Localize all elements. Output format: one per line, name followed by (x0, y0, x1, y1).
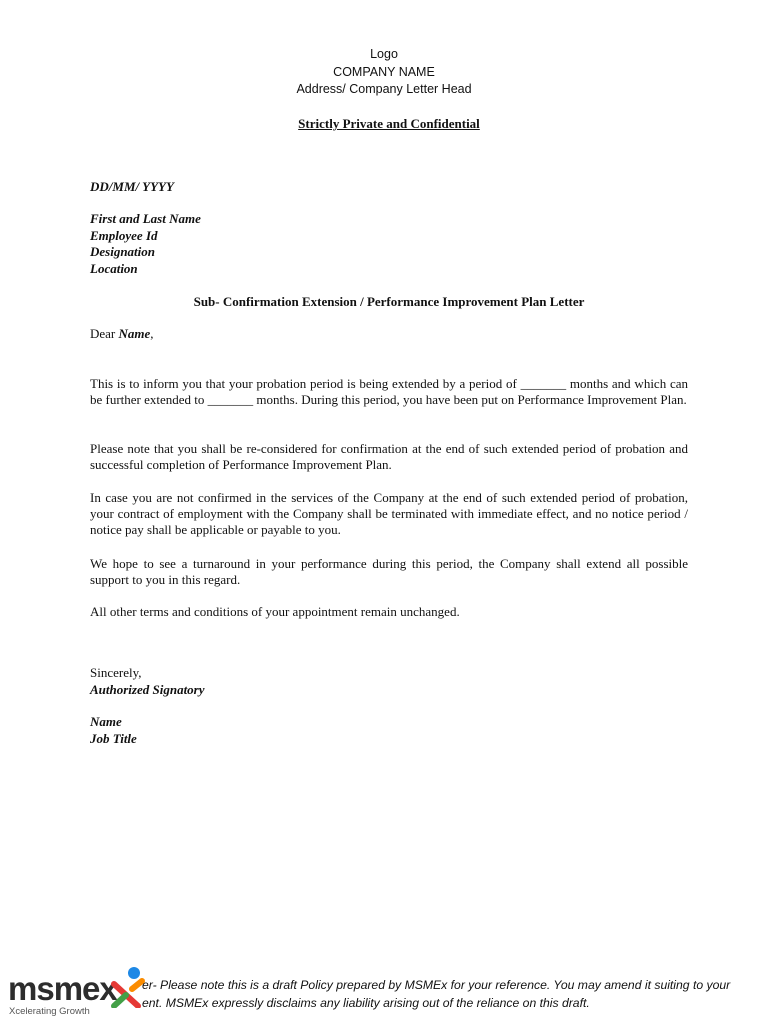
paragraph-termination: In case you are not confirmed in the services of the Company at the end of such extended period of probation, your contract of employment with the Company shall be terminated with immediate effect, and no notice period / notice pay shall be applicable or payable to you. (90, 490, 688, 538)
signature-block (90, 713, 137, 747)
letter-date: DD/MM/ YYYY (90, 179, 174, 194)
logo-wordmark: msmex (8, 970, 117, 1007)
disclaimer (142, 976, 768, 1012)
letter-subject: Sub- Confirmation Extension / Performance Improvement Plan Letter (193, 294, 585, 309)
salutation-prefix: Dear (90, 326, 119, 341)
disclaimer-line-1: er- Please note this is a draft Policy prepared by MSMEx for your reference. You may amend it suiting to your (142, 978, 731, 992)
letterhead (0, 46, 768, 99)
salutation-suffix: , (150, 326, 154, 341)
logo-placeholder: Logo (370, 47, 398, 61)
closing-block (90, 664, 205, 698)
footer (0, 960, 768, 1024)
paragraph-extension: This is to inform you that your probation period is being extended by a period of _______ months and which can be further extended to _______ months. During this period, you have been put on Performance Improvement Plan. (90, 376, 688, 408)
paragraph-support: We hope to see a turnaround in your performance during this period, the Company shall extend all possible support to you in this regard. (90, 556, 688, 588)
closing-sincerely: Sincerely, (90, 665, 142, 680)
company-address: Address/ Company Letter Head (296, 82, 472, 96)
company-name: COMPANY NAME (333, 64, 435, 79)
paragraph-reconsideration: Please note that you shall be re-considered for confirmation at the end of such extended period of probation and successful completion of Performance Improvement Plan. (90, 441, 688, 473)
msmex-logo (8, 964, 148, 1020)
employee-name: First and Last Name (90, 211, 201, 226)
salutation-name: Name (118, 326, 151, 341)
disclaimer-line-2: ent. MSMEx expressly disclaims any liability arising out of the reliance on this draft. (142, 996, 590, 1010)
salutation (90, 326, 154, 342)
employee-details (90, 211, 201, 277)
authorized-signatory: Authorized Signatory (90, 682, 205, 697)
employee-id: Employee Id (90, 227, 158, 243)
employee-designation: Designation (90, 244, 156, 259)
paragraph-terms: All other terms and conditions of your appointment remain unchanged. (90, 604, 460, 619)
logo-tagline: Xcelerating Growth (9, 1006, 90, 1017)
employee-location: Location (90, 260, 138, 276)
signatory-name: Name (90, 714, 122, 729)
confidential-title: Strictly Private and Confidential (298, 116, 480, 131)
signatory-job-title: Job Title (90, 731, 137, 746)
